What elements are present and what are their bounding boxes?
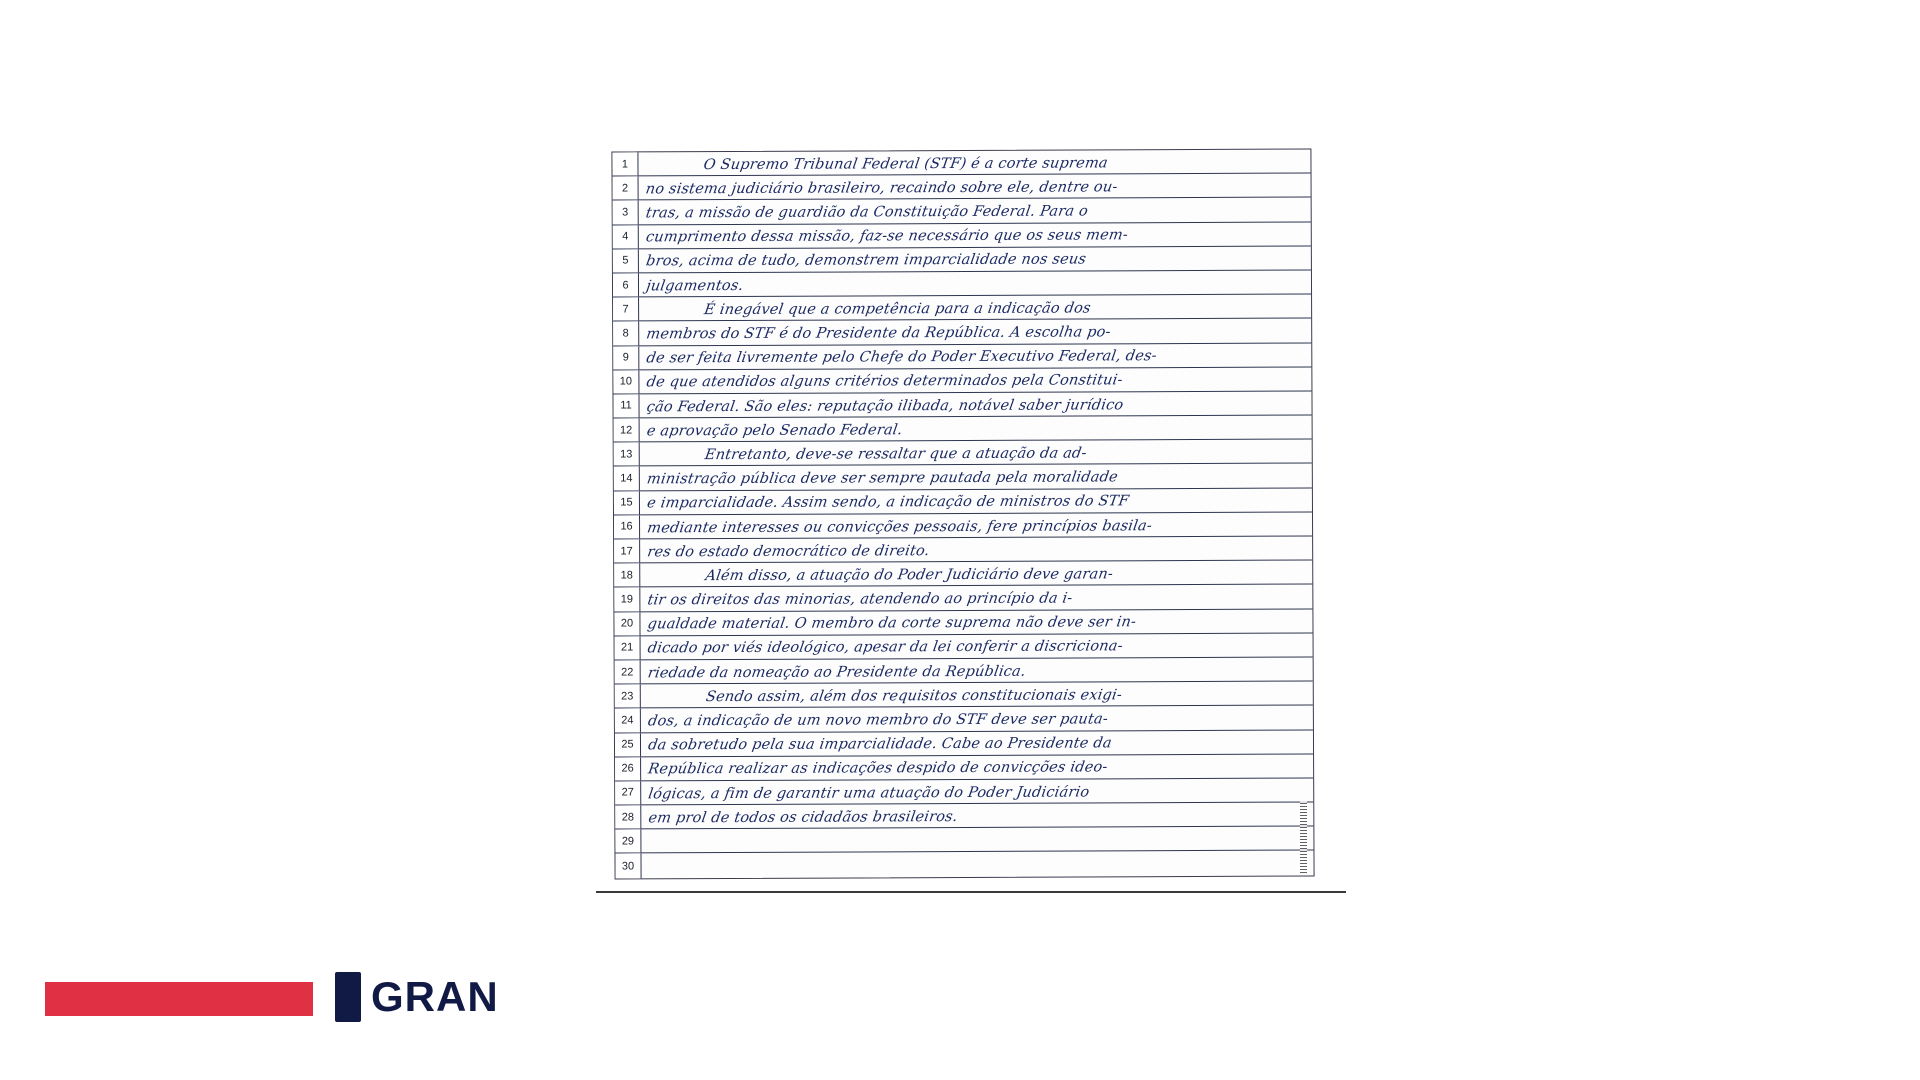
answer-line-row xyxy=(613,246,1311,273)
answer-line-row xyxy=(614,536,1312,563)
handwritten-text: mediante interesses ou convicções pessoais, fere princípios basila- xyxy=(646,517,1154,536)
answer-line-text-cell xyxy=(638,149,1310,175)
brand-logo xyxy=(335,972,499,1022)
answer-line-text-cell xyxy=(641,730,1313,756)
handwritten-text: ministração pública deve ser sempre pautada pela moralidade xyxy=(645,469,1120,488)
answer-line-row xyxy=(613,391,1311,418)
line-number: 22 xyxy=(615,660,641,683)
line-number: 18 xyxy=(614,564,640,587)
handwritten-text: lógicas, a fim de garantir uma atuação do Poder Judiciário xyxy=(647,784,1091,802)
answer-line-row xyxy=(615,827,1313,854)
answer-line-text-cell xyxy=(639,319,1311,345)
answer-line-row xyxy=(615,778,1313,805)
line-number: 27 xyxy=(615,781,641,804)
handwritten-text: Além disso, a atuação do Poder Judiciário deve garan- xyxy=(704,566,1115,585)
handwritten-text: bros, acima de tudo, demonstrem imparcialidade nos seus xyxy=(644,251,1088,270)
handwritten-text: cumprimento dessa missão, faz-se necessário que os seus mem- xyxy=(644,227,1130,246)
answer-line-text-cell xyxy=(641,827,1313,853)
line-number: 2 xyxy=(613,177,639,200)
line-number: 7 xyxy=(613,298,639,321)
answer-line-text-cell xyxy=(639,295,1311,321)
handwritten-text: O Supremo Tribunal Federal (STF) é a corte suprema xyxy=(702,155,1109,173)
answer-sheet-lines xyxy=(611,148,1314,879)
footer-accent-bar xyxy=(45,982,313,1016)
page-divider-rule xyxy=(596,891,1346,893)
handwritten-text: de ser feita livremente pelo Chefe do Poder Executivo Federal, des- xyxy=(645,348,1158,367)
handwritten-text: res do estado democrático de direito. xyxy=(646,542,931,561)
answer-line-row xyxy=(613,343,1311,370)
handwritten-text: julgamentos. xyxy=(644,277,745,295)
handwritten-text: em prol de todos os cidadãos brasileiros. xyxy=(647,808,959,827)
answer-line-row xyxy=(614,561,1312,588)
answer-line-row xyxy=(615,682,1313,709)
answer-line-row xyxy=(613,222,1311,249)
answer-line-text-cell xyxy=(640,536,1312,562)
answer-line-row xyxy=(614,512,1312,539)
handwritten-text: gualdade material. O membro da corte suprema não deve ser in- xyxy=(646,614,1138,633)
answer-line-text-cell xyxy=(640,440,1312,466)
line-number: 26 xyxy=(615,757,641,780)
handwritten-text: riedade da nomeação ao Presidente da República. xyxy=(646,663,1027,682)
answer-line-row xyxy=(615,706,1313,733)
answer-line-row xyxy=(615,851,1313,878)
answer-line-row xyxy=(614,585,1312,612)
answer-line-text-cell xyxy=(640,609,1312,635)
line-number: 17 xyxy=(614,539,640,562)
handwritten-text: Entretanto, deve-se ressaltar que a atuação da ad- xyxy=(703,445,1088,464)
answer-line-row xyxy=(614,609,1312,636)
handwritten-text: República realizar as indicações despido de convicções ideo- xyxy=(647,759,1109,778)
line-number: 3 xyxy=(613,201,639,224)
answer-line-row xyxy=(613,198,1311,225)
answer-line-text-cell xyxy=(639,222,1311,248)
answer-line-row xyxy=(613,367,1311,394)
answer-line-text-cell xyxy=(641,754,1313,780)
handwritten-text: ção Federal. São eles: reputação ilibada, notável saber jurídico xyxy=(645,396,1125,415)
answer-line-row xyxy=(614,464,1312,491)
answer-line-row xyxy=(615,730,1313,757)
answer-line-row xyxy=(615,657,1313,684)
answer-line-text-cell xyxy=(640,488,1312,514)
answer-line-text-cell xyxy=(641,803,1313,829)
line-number: 1 xyxy=(612,152,638,175)
answer-line-row xyxy=(612,149,1310,176)
answer-line-row xyxy=(614,488,1312,515)
answer-line-text-cell xyxy=(641,778,1313,804)
line-number: 30 xyxy=(615,854,641,878)
line-number: 14 xyxy=(614,467,640,490)
line-number: 24 xyxy=(615,709,641,732)
answer-line-text-cell xyxy=(639,367,1311,393)
line-number: 6 xyxy=(613,273,639,296)
answer-line-text-cell xyxy=(640,585,1312,611)
answer-line-text-cell xyxy=(641,851,1313,878)
footer-brand-bar xyxy=(0,954,1920,1080)
handwritten-text: É inegável que a competência para a indicação dos xyxy=(703,300,1092,318)
line-number: 29 xyxy=(615,830,641,853)
answer-line-row xyxy=(615,754,1313,781)
scanned-answer-sheet xyxy=(613,150,1313,895)
answer-line-text-cell xyxy=(640,464,1312,490)
line-number: 25 xyxy=(615,733,641,756)
line-number: 11 xyxy=(613,394,639,417)
answer-line-text-cell xyxy=(639,270,1311,296)
handwritten-text: membros do STF é do Presidente da República. A escolha po- xyxy=(645,324,1112,343)
answer-line-text-cell xyxy=(639,246,1311,272)
answer-line-row xyxy=(614,416,1312,443)
answer-line-text-cell xyxy=(640,416,1312,442)
line-number: 21 xyxy=(615,636,641,659)
answer-line-text-cell xyxy=(641,633,1313,659)
handwritten-text: tir os direitos das minorias, atendendo ao princípio da i- xyxy=(646,590,1074,609)
answer-line-text-cell xyxy=(641,706,1313,732)
logo-mark-icon xyxy=(335,972,361,1022)
line-number: 23 xyxy=(615,685,641,708)
answer-line-row xyxy=(614,440,1312,467)
line-number: 28 xyxy=(615,805,641,828)
answer-line-text-cell xyxy=(639,343,1311,369)
answer-line-text-cell xyxy=(639,391,1311,417)
line-number: 10 xyxy=(613,370,639,393)
answer-line-row xyxy=(615,803,1313,830)
answer-line-row xyxy=(615,633,1313,660)
handwritten-text: Sendo assim, além dos requisitos constitucionais exigi- xyxy=(704,687,1124,705)
answer-line-row xyxy=(613,174,1311,201)
answer-line-row xyxy=(613,295,1311,322)
handwritten-text: tras, a missão de guardião da Constituição Federal. Para o xyxy=(644,203,1090,222)
line-number: 16 xyxy=(614,515,640,538)
line-number: 4 xyxy=(613,225,639,248)
answer-line-row xyxy=(613,319,1311,346)
line-number: 5 xyxy=(613,249,639,272)
answer-line-text-cell xyxy=(641,682,1313,708)
answer-line-row xyxy=(613,270,1311,297)
handwritten-text: da sobretudo pela sua imparcialidade. Cabe ao Presidente da xyxy=(646,735,1113,754)
answer-line-text-cell xyxy=(640,561,1312,587)
line-number: 12 xyxy=(614,418,640,441)
barcode-strip-icon xyxy=(1300,801,1307,873)
handwritten-text: dicado por viés ideológico, apesar da lei conferir a discriciona- xyxy=(646,638,1124,657)
line-number: 13 xyxy=(614,443,640,466)
handwritten-text: dos, a indicação de um novo membro do STF deve ser pauta- xyxy=(646,711,1110,730)
line-number: 15 xyxy=(614,491,640,514)
handwritten-text: no sistema judiciário brasileiro, recaindo sobre ele, dentre ou- xyxy=(644,179,1119,198)
handwritten-text: e aprovação pelo Senado Federal. xyxy=(645,422,904,440)
answer-line-text-cell xyxy=(639,198,1311,224)
answer-line-text-cell xyxy=(640,512,1312,538)
line-number: 20 xyxy=(614,612,640,635)
answer-line-text-cell xyxy=(641,657,1313,683)
line-number: 9 xyxy=(613,346,639,369)
brand-name-label: GRAN xyxy=(371,973,499,1020)
line-number: 8 xyxy=(613,322,639,345)
handwritten-text: e imparcialidade. Assim sendo, a indicação de ministros do STF xyxy=(645,493,1130,512)
handwritten-text: de que atendidos alguns critérios determinados pela Constitui- xyxy=(645,372,1124,391)
line-number: 19 xyxy=(614,588,640,611)
answer-line-text-cell xyxy=(639,174,1311,200)
